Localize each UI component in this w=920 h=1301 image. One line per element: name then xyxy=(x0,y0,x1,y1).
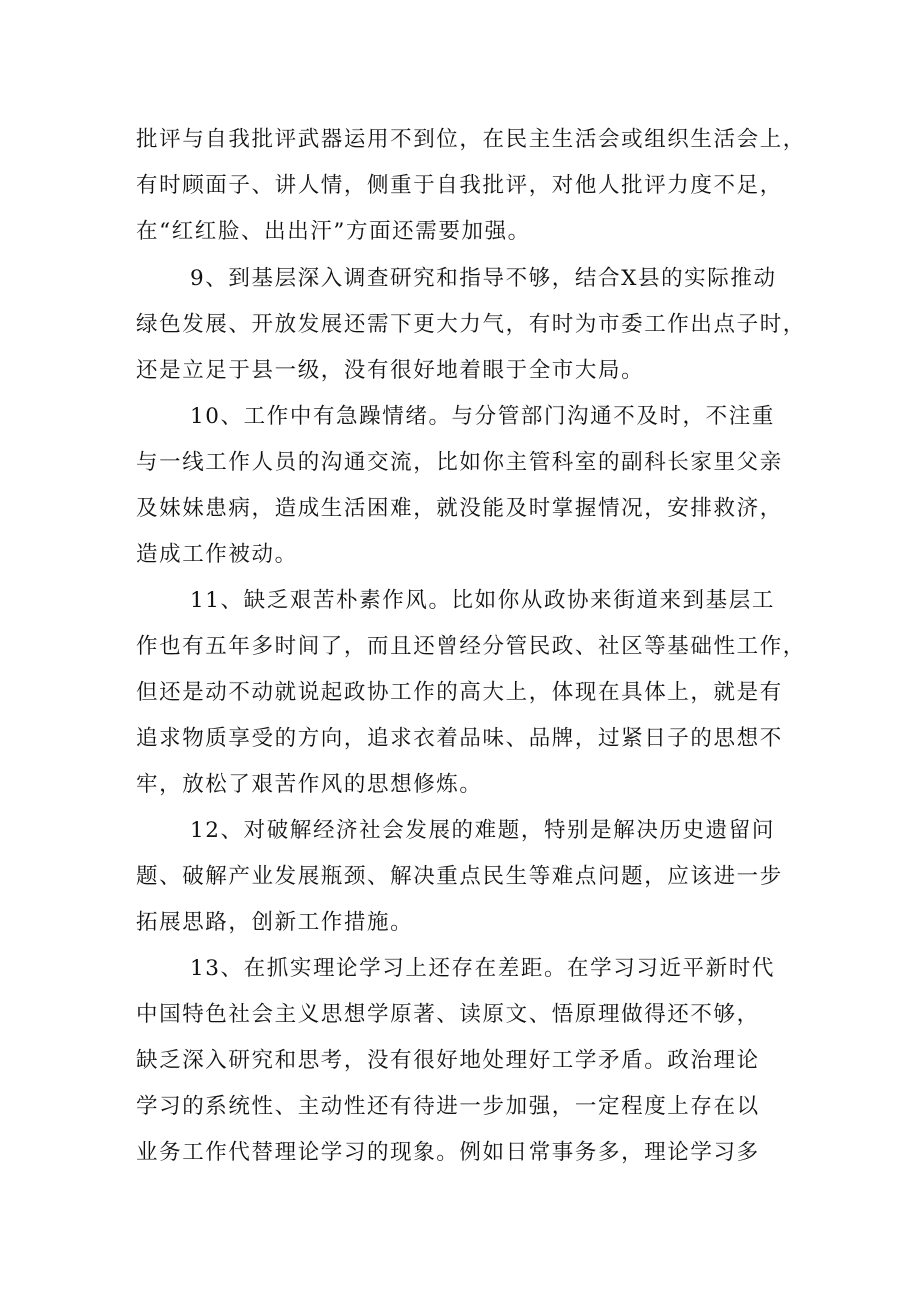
text-line: 缺乏深入研究和思考，没有很好地处理好工学矛盾。政治理论 xyxy=(136,1048,760,1073)
text-line: 还是立足于县一级，没有很好地着眼于全市大局。 xyxy=(136,358,645,383)
paragraph-first-line: 11、缺乏艰苦朴素作风。比如你从政协来街道来到基层工 xyxy=(190,588,775,613)
text-line: 批评与自我批评武器运用不到位，在民主生活会或组织生活会上， xyxy=(136,127,806,152)
paragraph-first-line: 9、到基层深入调查研究和指导不够，结合X县的实际推动 xyxy=(190,266,777,291)
text-line: 在“红红脸、出出汗”方面还需要加强。 xyxy=(136,219,531,244)
text-line: 业务工作代替理论学习的现象。例如日常事务多，理论学习多 xyxy=(136,1140,760,1165)
text-line: 作也有五年多时间了，而且还曾经分管民政、社区等基础性工作， xyxy=(136,634,806,659)
text-line: 牢，放松了艰苦作风的思想修炼。 xyxy=(136,772,483,797)
paragraph-first-line: 12、对破解经济社会发展的难题，特别是解决历史遗留问 xyxy=(190,818,775,843)
text-line: 与一线工作人员的沟通交流，比如你主管科室的副科长家里父亲 xyxy=(136,450,783,475)
text-line: 造成工作被动。 xyxy=(136,542,298,567)
text-line: 拓展思路，创新工作措施。 xyxy=(136,910,414,935)
text-line: 追求物质享受的方向，追求衣着品味、品牌，过紧日子的思想不 xyxy=(136,726,783,751)
text-line: 但还是动不动就说起政协工作的高大上，体现在具体上，就是有 xyxy=(136,680,783,705)
text-line: 题、破解产业发展瓶颈、解决重点民生等难点问题，应该进一步 xyxy=(136,864,783,889)
paragraph-first-line: 13、在抓实理论学习上还存在差距。在学习习近平新时代 xyxy=(190,956,775,981)
text-line: 中国特色社会主义思想学原著、读原文、悟原理做得还不够， xyxy=(136,1002,760,1027)
paragraph-first-line: 10、工作中有急躁情绪。与分管部门沟通不及时，不注重 xyxy=(190,404,775,429)
text-line: 学习的系统性、主动性还有待进一步加强，一定程度上存在以 xyxy=(136,1094,760,1119)
text-line: 及妹妹患病，造成生活困难，就没能及时掌握情况，安排救济， xyxy=(136,496,783,521)
text-line: 有时顾面子、讲人情，侧重于自我批评，对他人批评力度不足， xyxy=(136,173,783,198)
text-line: 绿色发展、开放发展还需下更大力气，有时为市委工作出点子时， xyxy=(136,312,806,337)
